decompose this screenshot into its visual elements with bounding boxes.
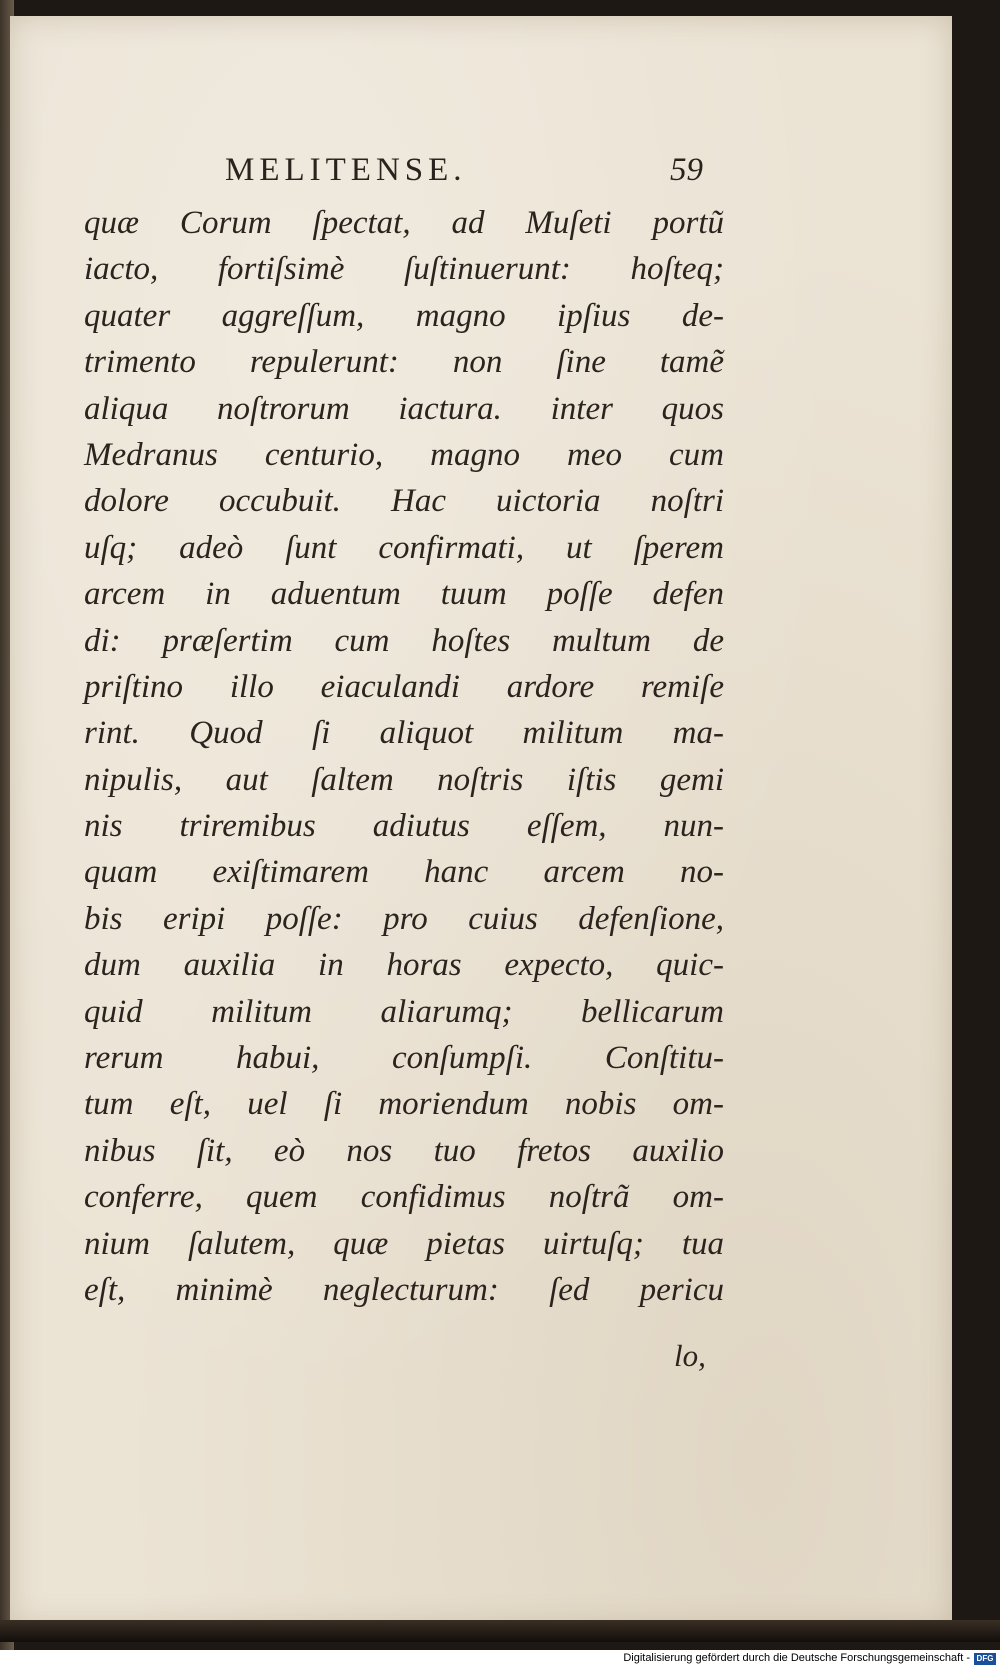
dfg-logo: DFG [974,1653,996,1665]
text-line: rerum habui, conſumpſi. Conſtitu- [84,1040,724,1077]
footer-credit-bar [0,1650,1000,1668]
text-line: aliqua noſtrorum iactura. inter quos [84,390,724,427]
text-line: nibus ſit, eò nos tuo fretos auxilio [84,1132,724,1169]
text-line: quid militum aliarumq; bellicarum [84,993,724,1030]
text-line: iacto, fortiſsimè ſuſtinuerunt: hoſteq; [84,251,724,288]
book-page [10,16,952,1626]
text-line: nium ſalutem, quæ pietas uirtuſq; tua [84,1225,724,1262]
text-line: dum auxilia in horas expecto, quic- [84,947,724,984]
page-bottom-edge [0,1620,1000,1642]
text-line: nis triremibus adiutus eſſem, nun- [84,808,724,845]
text-line: quater aggreſſum, magno ipſius de- [84,297,724,334]
text-line: priſtino illo eiaculandi ardore remiſe [84,668,724,705]
digitization-credit: Digitalisierung gefördert durch die Deutsche Forschungsgemeinschaft - [623,1652,970,1664]
text-line: conferre, quem confidimus noſtrã om- [84,1179,724,1216]
text-line: Medranus centurio, magno meo cum [84,436,724,473]
text-line: nipulis, aut ſaltem noſtris iſtis gemi [84,761,724,798]
body-text [84,200,724,1313]
text-line: dolore occubuit. Hac uictoria noſtri [84,483,724,520]
page-number: 59 [670,152,703,188]
text-line: quam exiſtimarem hanc arcem no- [84,854,724,891]
text-line: bis eripi poſſe: pro cuius defenſione, [84,900,724,937]
text-line: trimento repulerunt: non ſine tamẽ [84,344,724,381]
text-line: tum eſt, uel ſi moriendum nobis om- [84,1086,724,1123]
text-line: di: præſertim cum hoſtes multum de [84,622,724,659]
text-line: arcem in aduentum tuum poſſe defen [84,576,724,613]
text-line: eſt, minimè neglecturum: ſed pericu [84,1271,724,1308]
catchword: lo, [674,1338,706,1373]
text-line: quæ Corum ſpectat, ad Muſeti portũ [84,205,724,241]
text-line: rint. Quod ſi aliquot militum ma- [84,715,724,752]
running-title: MELITENSE. [225,152,467,188]
running-head [10,146,952,196]
text-line: uſq; adeò ſunt confirmati, ut ſperem [84,529,724,566]
